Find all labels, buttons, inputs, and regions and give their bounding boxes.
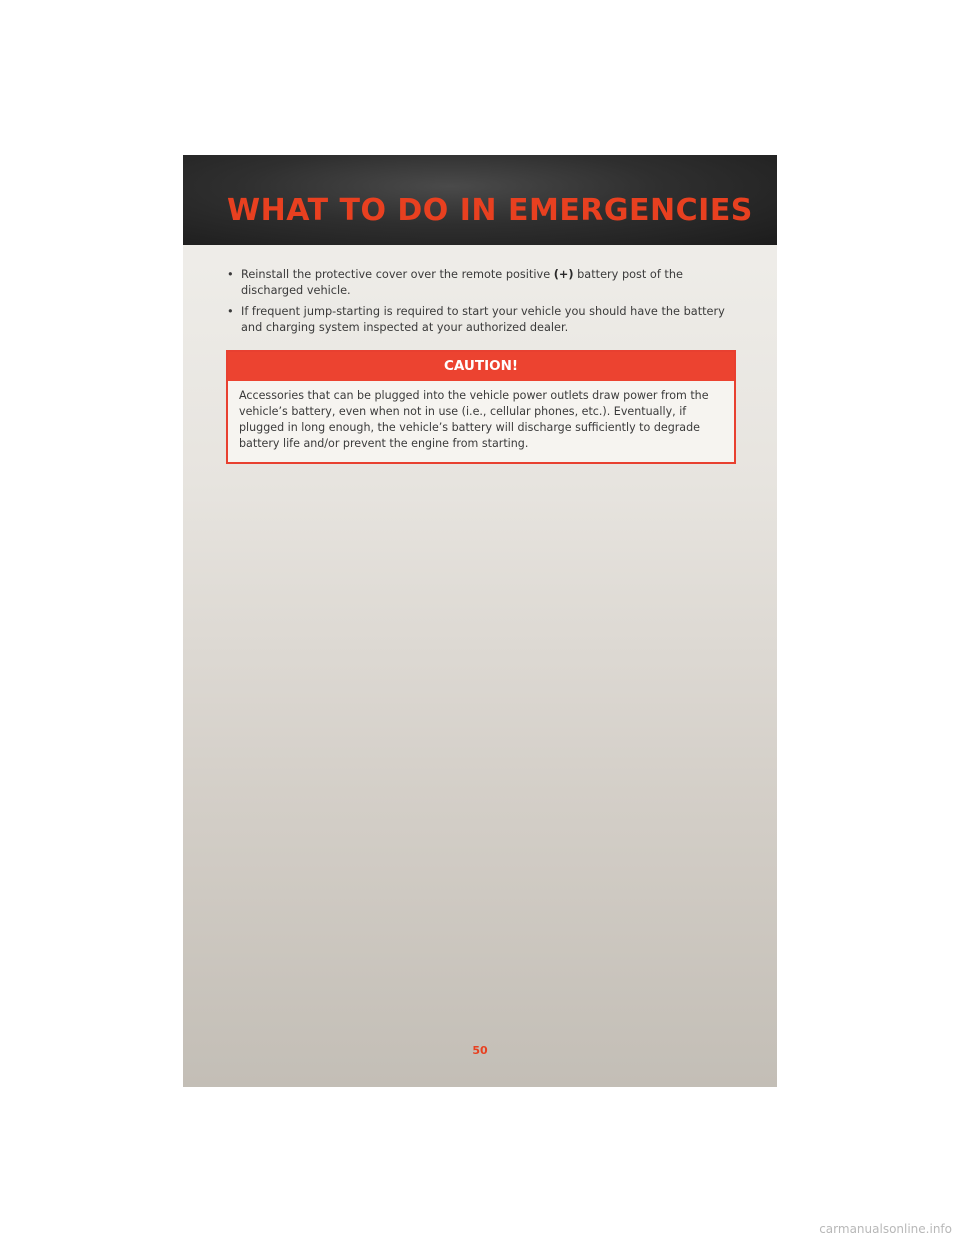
bullet-marker: • — [227, 305, 234, 318]
manual-page — [183, 155, 777, 1087]
list-item — [227, 304, 739, 336]
bullet-text: If frequent jump-starting is required to start your vehicle you should have the battery and charging system inspected at your authorized dealer. — [241, 305, 725, 334]
bullet-text-end: battery post of the discharged vehicle. — [241, 268, 683, 297]
caution-box — [226, 350, 736, 464]
caution-text: Accessories that can be plugged into the vehicle power outlets draw power from the vehicle’s battery, even when not in use (i.e., cellular phones, etc.). Eventually, if plugged in long enough, the vehicle’s battery will discharge sufficiently to degrade battery life and/or prevent the engine from starting. — [239, 389, 709, 450]
section-title: WHAT TO DO IN EMERGENCIES — [227, 193, 753, 228]
positive-terminal-symbol: (+) — [553, 268, 574, 281]
list-item — [227, 267, 739, 299]
bullet-text-start: Reinstall the protective cover over the remote positive — [241, 268, 554, 281]
section-header — [183, 155, 777, 245]
bullet-list — [227, 267, 739, 341]
caution-title: CAUTION! — [228, 352, 734, 381]
bullet-marker: • — [227, 268, 234, 281]
watermark-link[interactable]: carmanualsonline.info — [819, 1222, 952, 1236]
page-number: 50 — [472, 1044, 488, 1057]
